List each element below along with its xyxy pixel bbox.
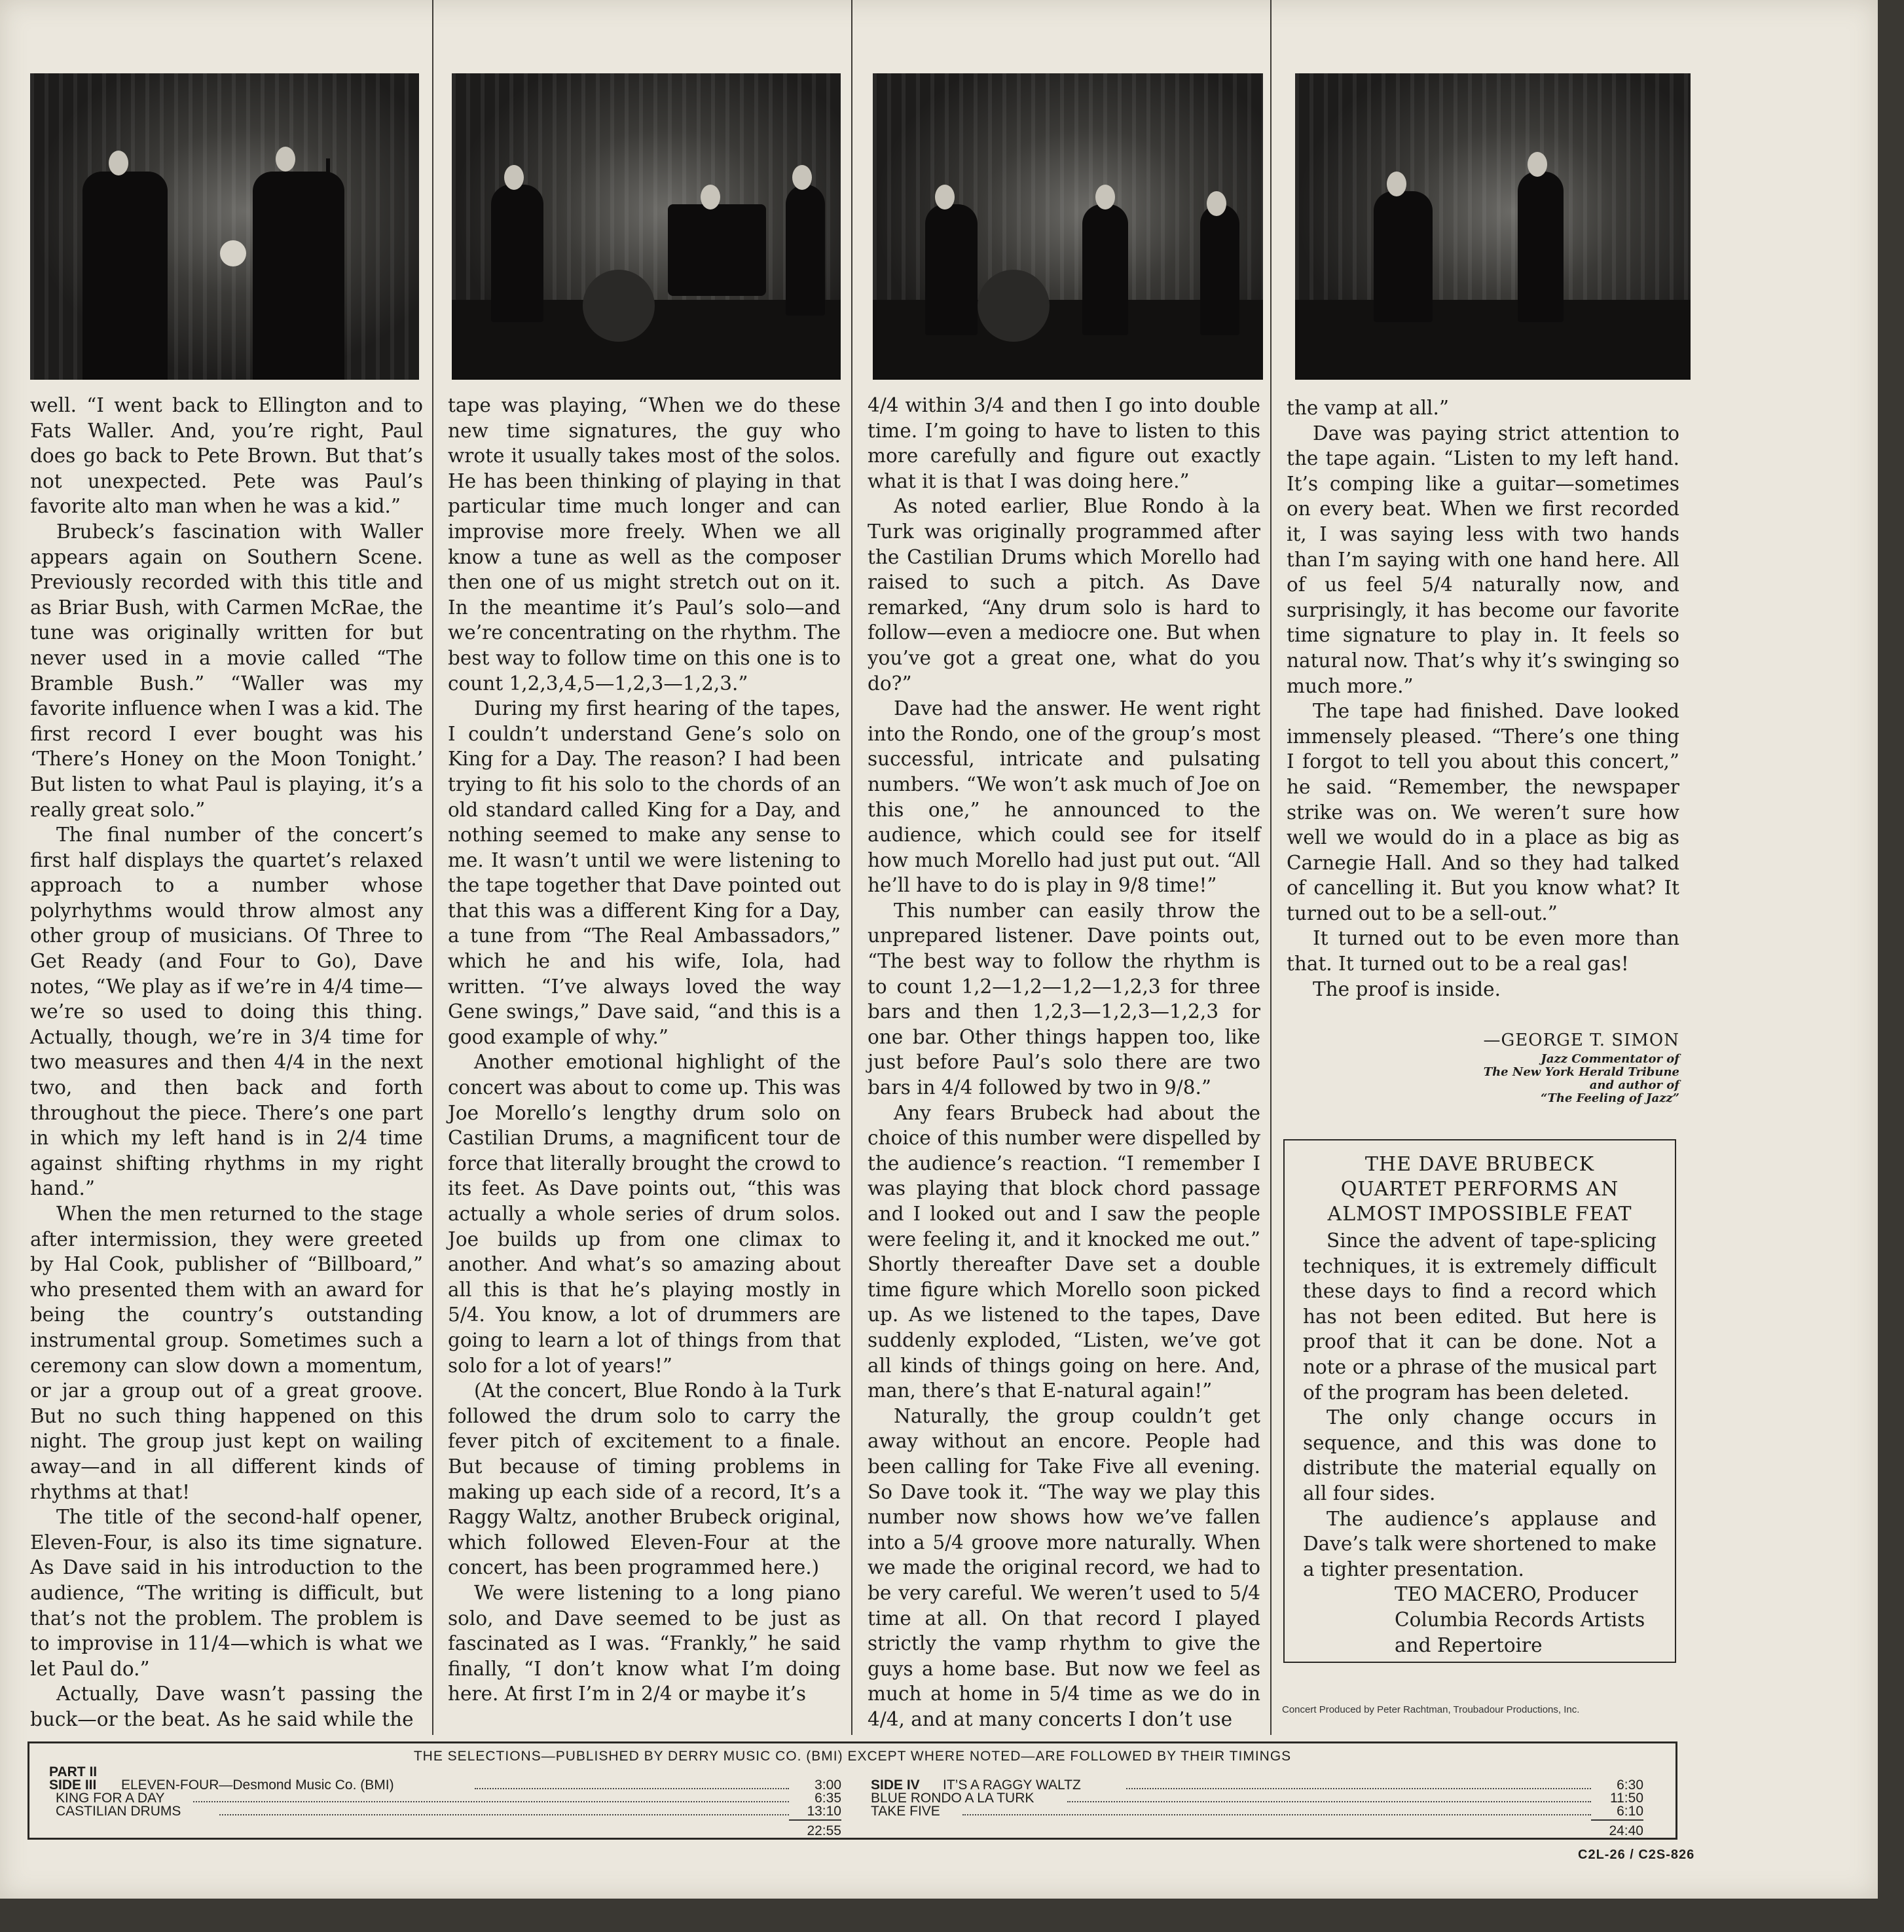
selections-table bbox=[27, 1741, 1677, 1840]
selections-header: THE SELECTIONS—PUBLISHED BY DERRY MUSIC CO. (BMI) EXCEPT WHERE NOTED—ARE FOLLOWED BY THEIR TIMINGS bbox=[413, 1749, 1292, 1764]
liner-notes-paragraph: We were listening to a long piano solo, and Dave seemed to be just as fascinated as I was. “Frankly,” he said finally, “I don’t know what I’m doing here. At first I’m in 2/4 or maybe it’s bbox=[448, 1581, 841, 1705]
author-title: Jazz Commentator of The New York Herald Tribune and author of “The Feeling of Jazz” bbox=[1483, 1052, 1679, 1105]
track-time: 6:30 bbox=[1617, 1777, 1643, 1793]
track-time: 11:50 bbox=[1610, 1791, 1643, 1806]
liner-notes-column-1 bbox=[30, 393, 423, 1732]
quartet-stage-photo-1 bbox=[452, 73, 841, 380]
side-total: 24:40 bbox=[1591, 1819, 1643, 1838]
box-title: THE DAVE BRUBECK QUARTET PERFORMS AN ALMOST IMPOSSIBLE FEAT bbox=[1327, 1153, 1632, 1226]
quartet-stage-photo-3 bbox=[1295, 73, 1691, 380]
track-title: CASTILIAN DRUMS bbox=[56, 1804, 181, 1819]
liner-notes-paragraph: The final number of the concert’s first half displays the quartet’s relaxed approach to a number whose polyrhythms would throw almost any other group of musicians. Of Three to Get Ready (and Four to Go), Dave notes, “We play as if we’re in 4/4 time—we’re so used to doing this thing. Actually, though, we’re in 3/4 time for two measures and then 4/4 in the next two, and then back and forth throughout the piece. There’s one part in which my left hand is in 2/4 time against shifting rhythms in my right hand.” bbox=[30, 824, 423, 1200]
liner-notes-column-4 bbox=[1287, 395, 1679, 1002]
liner-notes-paragraph: well. “I went back to Ellington and to Fats Waller. And, you’re right, Paul does go back to Pete Brown. But that’s not unexpected. Pete was Paul’s favorite alto man when he was a kid.” bbox=[30, 394, 423, 518]
liner-notes-paragraph: The tape had finished. Dave looked immensely pleased. “There’s one thing I forgot to tell you about this concert,” he said. “Remember, the newspaper strike was on. We weren’t sure how well we would do in a place as big as Carnegie Hall. And so they had talked of cancelling it. But you know what? It turned out to be a sell-out.” bbox=[1287, 700, 1679, 924]
liner-notes-paragraph: Another emotional highlight of the concert was about to come up. This was Joe Morello’s lengthy drum solo on Castilian Drums, a magnificent tour de force that literally brought the crowd to its feet. As Dave points out, “this was actually a whole series of drum solos. Joe builds up from one climax to another. And what’s so amazing about all this is that he’s playing mostly in 5/4. You know, a lot of drummers are going to learn a lot of things from that solo for a lot of years!” bbox=[448, 1051, 841, 1377]
liner-notes-paragraph: When the men returned to the stage after intermission, they were greeted by Hal Cook, publisher of “Billboard,” who presented them with an award for being the country’s outstanding instrumental group. Sometimes such a ceremony can slow down a momentum, or jar a group out of a great groove. But no such thing happened on this night. The group just kept on wailing away—and in all different kinds of rhythms at that! bbox=[30, 1203, 423, 1503]
producer-note-box: THE DAVE BRUBECK QUARTET PERFORMS AN ALMOST IMPOSSIBLE FEAT Since the advent of tape-splicing techniques, it is extremely difficult these days to find a record which has not been edited. But here is proof that it can be done. Not a note or a phrase of the musical part of the program has been deleted. The only change occurs in sequence, and this was done to distribute the material equally on all four sides. The audience’s applause and Dave’s talk were shortened to make a tighter presentation. TEO MACERO, Producer Columbia Records Artists and Repertoire bbox=[1283, 1139, 1676, 1663]
track-title: ELEVEN-FOUR—Desmond Music Co. (BMI) bbox=[121, 1777, 394, 1793]
concert-credit: Concert Produced by Peter Rachtman, Troubadour Productions, Inc. bbox=[1282, 1704, 1580, 1715]
box-paragraph: The only change occurs in sequence, and this was done to distribute the material equally on all four sides. bbox=[1303, 1406, 1657, 1504]
catalog-number: C2L-26 / C2S-826 bbox=[1578, 1848, 1695, 1862]
award-presentation-photo bbox=[30, 73, 419, 380]
side-iv: SIDE IV IT’S A RAGGY WALTZ 6:30 BLUE RONDO A LA TURK 11:50 TAKE FIVE 6:10 24:40 bbox=[871, 1777, 1643, 1838]
liner-notes-paragraph: Naturally, the group couldn’t get away without an encore. People had been calling for Take Five all evening. So Dave took it. “The way we play this number now shows how we’ve fallen into a 5/4 groove more naturally. When we made the original record, we had to be very careful. We weren’t used to 5/4 time at all. On that record I played strictly the vamp rhythm to give the guys a home base. But now we feel as much at home in 5/4 time as we do in 4/4, and at many concerts I don’t use bbox=[868, 1404, 1260, 1730]
liner-notes-paragraph: Actually, Dave wasn’t passing the buck—or the beat. As he said while the bbox=[30, 1683, 423, 1730]
box-paragraph: Since the advent of tape-splicing techniques, it is extremely difficult these days to find a record which has not been edited. But here is proof that it can be done. Not a note or a phrase of the musical part of the program has been deleted. bbox=[1303, 1230, 1657, 1404]
quartet-stage-photo-2 bbox=[873, 73, 1263, 380]
track-time: 13:10 bbox=[807, 1804, 841, 1819]
box-paragraph: The audience’s applause and Dave’s talk were shortened to make a tighter presentation. bbox=[1303, 1507, 1657, 1580]
signature-block bbox=[1287, 1021, 1679, 1105]
liner-notes-column-3 bbox=[868, 393, 1260, 1732]
track-title: TAKE FIVE bbox=[871, 1804, 940, 1819]
author-signature: —GEORGE T. SIMON bbox=[1483, 1030, 1679, 1050]
liner-notes-paragraph: Dave was paying strict attention to the tape again. “Listen to my left hand. It’s comping like a guitar—sometimes on every beat. When we first recorded it, I was saying less with two hands than I’m saying with one hand here. All of us feel 5/4 naturally now, and surprisingly, it has become our favorite time signature to play in. It feels so natural now. That’s why it’s swinging so much more.” bbox=[1287, 422, 1679, 697]
liner-notes-paragraph: the vamp at all.” bbox=[1287, 397, 1449, 419]
liner-notes-paragraph: This number can easily throw the unprepared listener. Dave points out, “The best way to follow the rhythm is to count 1,2—1,2—1,2—1,2,3 for three bars and then 1,2,3—1,2,3—1,2,3 for one bar. Other things happen too, like just before Paul’s solo there are two bars in 4/4 followed by two in 9/8.” bbox=[868, 899, 1260, 1099]
liner-notes-paragraph: tape was playing, “When we do these new time signatures, the guy who wrote it usually takes most of the solos. He has been thinking of playing in that particular time much longer and can improvise more freely. When we all know a tune as well as the composer then one of us might stretch out on it. In the meantime it’s Paul’s solo—and we’re concentrating on the rhythm. The best way to follow time on this one is to count 1,2,3,4,5—1,2,3—1,2,3.” bbox=[448, 394, 841, 695]
track-time: 6:10 bbox=[1617, 1804, 1643, 1819]
side-iii: SIDE III ELEVEN-FOUR—Desmond Music Co. (BMI) 3:00 KING FOR A DAY 6:35 CASTILIAN DRUMS 13:10 22:55 bbox=[49, 1777, 841, 1838]
liner-notes-column-2 bbox=[448, 393, 841, 1707]
liner-notes-paragraph: 4/4 within 3/4 and then I go into double time. I’m going to have to listen to this more carefully and figure out exactly what it is that I was doing here.” bbox=[868, 394, 1260, 492]
track-title: KING FOR A DAY bbox=[56, 1791, 165, 1806]
column-divider bbox=[1270, 0, 1272, 1735]
liner-notes-paragraph: Brubeck’s fascination with Waller appears again on Southern Scene. Previously recorded with this title and as Briar Bush, with Carmen McRae, the tune was originally written for but never used in a movie called “The Bramble Bush.” “Waller was my favorite influence when I was a kid. The first record I ever bought was his ‘There’s Honey on the Moon Tonight.’ But listen to what Paul is playing, it’s a really great solo.” bbox=[30, 520, 423, 821]
side-total: 22:55 bbox=[789, 1819, 841, 1838]
track-title: BLUE RONDO A LA TURK bbox=[871, 1791, 1034, 1806]
liner-notes-paragraph: As noted earlier, Blue Rondo à la Turk was originally programmed after the Castilian Drums which Morello had raised to such a pitch. As Dave remarked, “Any drum solo is hard to follow—even a mediocre one. But when you’ve got a great one, what do you do?” bbox=[868, 495, 1260, 695]
liner-notes-paragraph: The proof is inside. bbox=[1313, 977, 1501, 1000]
column-divider bbox=[851, 0, 852, 1735]
column-divider bbox=[432, 0, 433, 1735]
liner-notes-paragraph: (At the concert, Blue Rondo à la Turk followed the drum solo to carry the fever pitch of excitement to a finale. But because of timing problems in making up each side of a record, It’s a Raggy Waltz, another Brubeck original, which followed Eleven-Four at the concert, has been programmed here.) bbox=[448, 1379, 841, 1579]
liner-notes-paragraph: Dave had the answer. He went right into the Rondo, one of the group’s most successful, intricate and pulsating numbers. “We won’t ask much of Joe on this one,” he announced to the audience, which could see for itself how much Morello had just put out. “All he’ll have to do is play in 9/8 time!” bbox=[868, 697, 1260, 897]
liner-notes-paragraph: During my first hearing of the tapes, I couldn’t understand Gene’s solo on King for a Day. The reason? I had been trying to fit his solo to the chords of an old standard called King for a Day, and nothing seemed to make any sense to me. It wasn’t until we were listening to the tape together that Dave pointed out that this was a different King for a Day, a tune from “The Real Ambassadors,” which he and his wife, Iola, had written. “I’ve always loved the way Gene swings,” Dave said, “and this is a good example of why.” bbox=[448, 697, 841, 1048]
liner-notes-paragraph: Any fears Brubeck had about the choice of this number were dispelled by the audience’s reaction. “I remember I was playing that block chord passage and I looked out and I saw the people were feeling it, and it knocked me out.” Shortly thereafter Dave set a double time figure which Morello soon picked up. As we listened to the tapes, Dave suddenly exploded, “Listen, we’ve got all kinds of things going on here. And, man, there’s that E-natural again!” bbox=[868, 1101, 1260, 1402]
liner-notes-paragraph: The title of the second-half opener, Eleven-Four, is also its time signature. As Dave said in his introduction to the audience, “The writing is difficult, but that’s not the problem. The problem is to improvise in 11/4—which is what we let Paul do.” bbox=[30, 1506, 423, 1680]
producer-credit: TEO MACERO, Producer bbox=[1395, 1583, 1638, 1606]
track-title: IT’S A RAGGY WALTZ bbox=[943, 1777, 1081, 1793]
liner-notes-paragraph: It turned out to be even more than that. It turned out to be a real gas! bbox=[1287, 927, 1679, 975]
part-label: PART II bbox=[49, 1764, 98, 1779]
track-time: 3:00 bbox=[815, 1777, 841, 1793]
track-time: 6:35 bbox=[815, 1791, 841, 1806]
